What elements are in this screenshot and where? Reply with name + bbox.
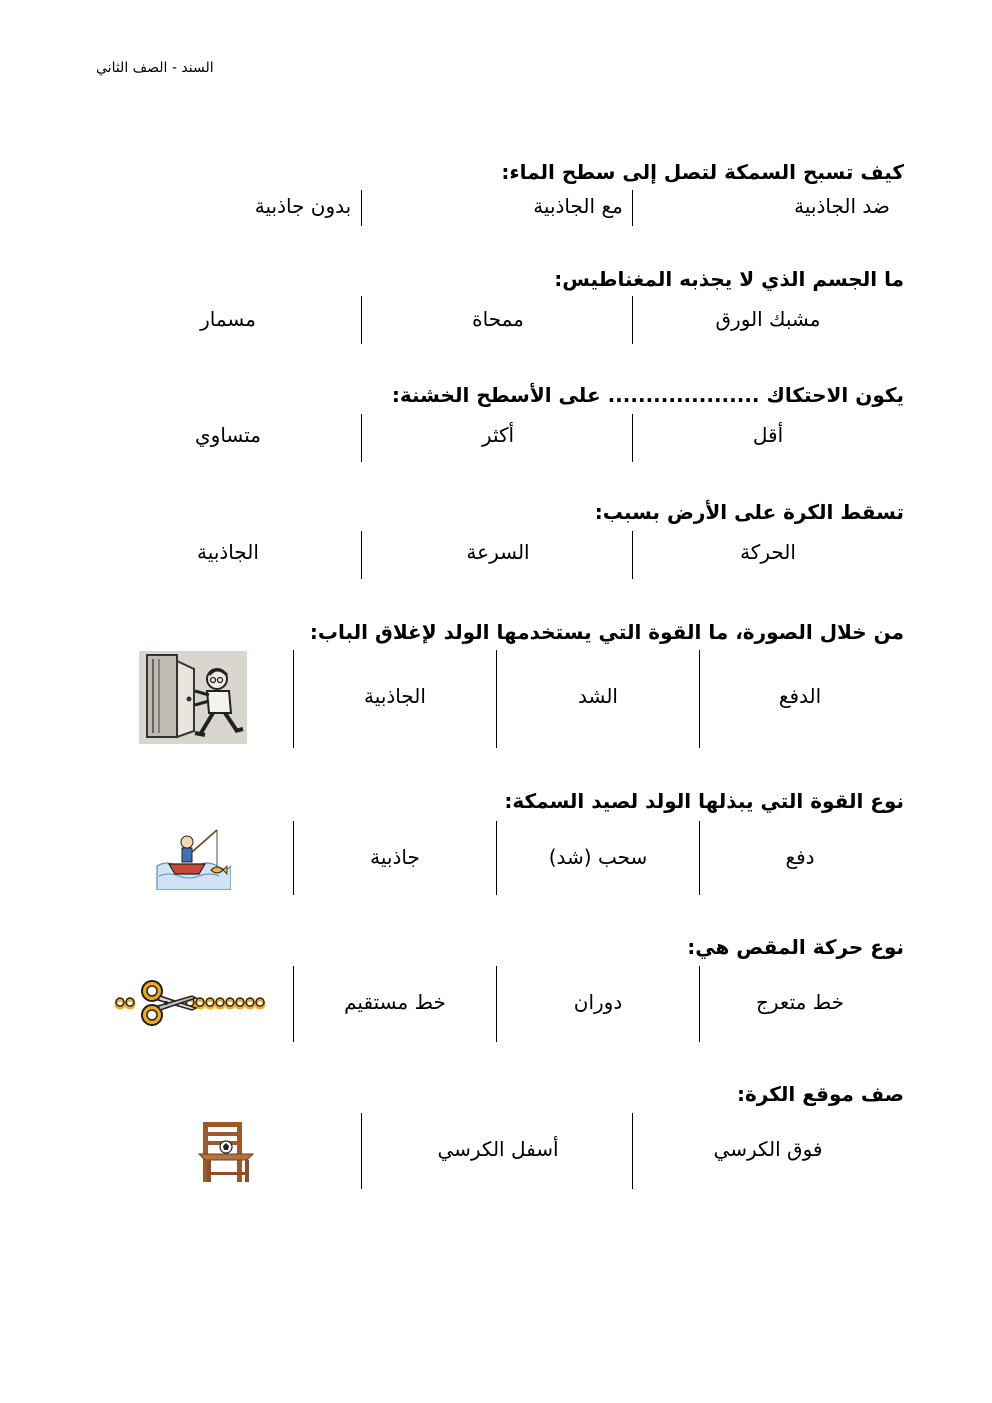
q5-option-3[interactable]: الجاذبية	[364, 684, 426, 708]
page-header: السند - الصف الثاني	[96, 60, 214, 76]
q6-option-3[interactable]: جاذبية	[370, 845, 420, 869]
boy-fishing-image	[155, 826, 231, 890]
q6-option-1[interactable]: دفع	[785, 845, 815, 869]
q4-option-3[interactable]: الجاذبية	[197, 540, 259, 564]
q7-option-3[interactable]: خط مستقيم	[344, 990, 446, 1014]
divider	[361, 531, 362, 579]
divider	[632, 1113, 633, 1189]
q5-option-1[interactable]: الدفع	[778, 684, 822, 708]
divider	[496, 821, 497, 895]
q7-option-2[interactable]: دوران	[573, 990, 623, 1014]
scissors-dotted-line-image	[112, 978, 268, 1028]
q3-option-3[interactable]: متساوي	[195, 423, 261, 447]
divider	[361, 190, 362, 226]
q4-option-1[interactable]: الحركة	[740, 540, 796, 564]
q3-option-1[interactable]: أقل	[752, 423, 784, 447]
q2-option-2[interactable]: ممحاة	[472, 307, 524, 331]
question-4: تسقط الكرة على الأرض بسبب:	[594, 500, 904, 524]
divider	[293, 821, 294, 895]
question-1: كيف تسبح السمكة لتصل إلى سطح الماء:	[501, 160, 904, 184]
divider	[632, 190, 633, 226]
question-8: صف موقع الكرة:	[737, 1082, 904, 1106]
divider	[632, 296, 633, 344]
q6-option-2[interactable]: سحب (شد)	[548, 845, 648, 869]
q8-option-1[interactable]: فوق الكرسي	[713, 1137, 823, 1161]
divider	[632, 531, 633, 579]
divider	[496, 650, 497, 748]
q1-option-1[interactable]: ضد الجاذبية	[794, 194, 890, 218]
q2-option-1[interactable]: مشبك الورق	[715, 307, 821, 331]
question-7: نوع حركة المقص هي:	[687, 935, 904, 959]
divider	[361, 414, 362, 462]
q1-option-3[interactable]: بدون جاذبية	[254, 194, 352, 218]
q3-option-2[interactable]: أكثر	[481, 423, 515, 447]
question-3: يكون الاحتكاك .................... على الأسطح الخشنة:	[391, 383, 904, 407]
divider	[632, 414, 633, 462]
q4-option-2[interactable]: السرعة	[466, 540, 530, 564]
ball-under-chair-image	[195, 1120, 257, 1184]
divider	[361, 296, 362, 344]
divider	[699, 650, 700, 748]
divider	[361, 1113, 362, 1189]
question-2: ما الجسم الذي لا يجذبه المغناطيس:	[554, 267, 904, 291]
question-5: من خلال الصورة، ما القوة التي يستخدمها الولد لإغلاق الباب:	[309, 620, 904, 644]
q7-option-1[interactable]: خط متعرج	[755, 990, 845, 1014]
boy-pushing-door-image	[139, 651, 247, 744]
divider	[699, 821, 700, 895]
question-6: نوع القوة التي يبذلها الولد لصيد السمكة:	[504, 789, 904, 813]
divider	[293, 650, 294, 748]
q2-option-3[interactable]: مسمار	[200, 307, 256, 331]
divider	[699, 966, 700, 1042]
q8-option-2[interactable]: أسفل الكرسي	[437, 1137, 559, 1161]
divider	[293, 966, 294, 1042]
q5-option-2[interactable]: الشد	[578, 684, 618, 708]
divider	[496, 966, 497, 1042]
q1-option-2[interactable]: مع الجاذبية	[533, 194, 623, 218]
